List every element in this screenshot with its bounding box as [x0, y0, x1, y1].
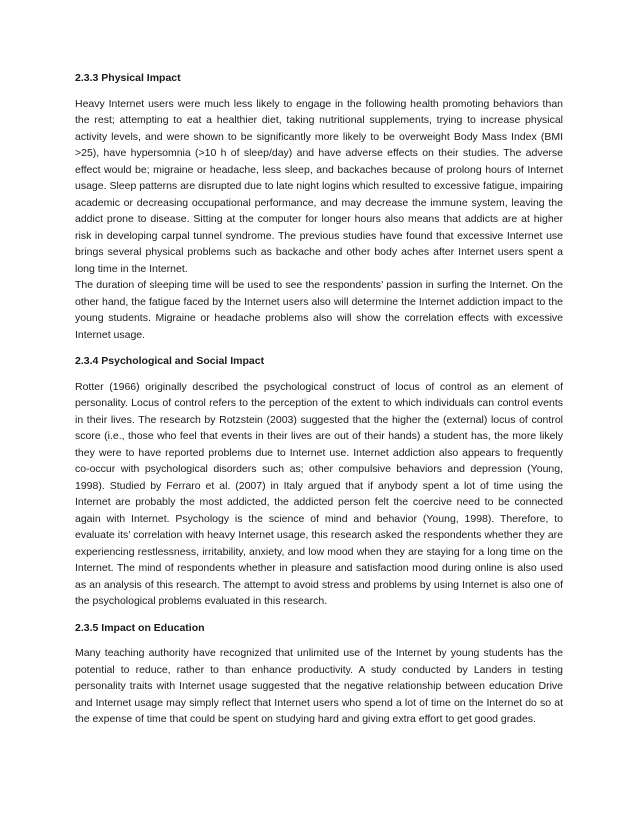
- section-physical-impact: [75, 70, 563, 343]
- section-psychological-social-impact: [75, 353, 563, 610]
- paragraph: Rotter (1966) originally described the psychological construct of locus of control as an element of personality. Locus of control refers to the perception of the extent to which individuals can control events in their lives. The research by Rotzstein (2003) suggested that the higher the (external) locus of control score (i.e., those who feel that events in their lives are out of their hands) a student has, the more likely they were to have reported problems due to Internet use. Internet addiction also appears to frequently co-occur with psychological disorders such as; other compulsive behaviors and depression (Young, 1998). Studied by Ferraro et al. (2007) in Italy argued that if anybody spent a lot of time using the Internet are probably the most addicted, the addicted person felt the coercive need to be connected again with Internet. Psychology is the science of mind and behavior (Young, 1998). Therefore, to evaluate its’ correlation with heavy Internet usage, this research asked the respondents whether they are experiencing restlessness, irritability, anxiety, and low mood when they are staying for a long time on the Internet. The mind of respondents whether in pleasure and satisfaction mood during online is also used as an analysis of this research. The attempt to avoid stress and problems by using Internet is also one of the psychological problems evaluated in this research.: [75, 380, 563, 607]
- paragraph: Heavy Internet users were much less likely to engage in the following health promoting behaviors than the rest; attempting to eat a healthier diet, taking nutritional supplements, trying to increase physical activity levels, and were shown to be significantly more likely to be overweight Body Mass Index (BMI >25), have hypersomnia (>10 h of sleep/day) and have adverse effects on their studies. The adverse effect would be; migraine or headache, less sleep, and backaches because of prolong hours of Internet usage. Sleep patterns are disrupted due to late night logins which resulted to excessive fatigue, impairing academic or decreasing occupational performance, and may decrease the immune system, leaving the addict prone to disease. Sitting at the computer for longer hours also means that addicts are at higher risk in developing carpal tunnel syndrome. The previous studies have found that excessive Internet use brings several physical problems such as backache and other body aches after Internet users spent a long time in the Internet.: [75, 97, 563, 275]
- section-heading: 2.3.3 Physical Impact: [75, 72, 181, 84]
- section-heading: 2.3.5 Impact on Education: [75, 621, 205, 634]
- paragraph: The duration of sleeping time will be used to see the respondents’ passion in surfing the Internet. On the other hand, the fatigue faced by the Internet users also will determine the Internet addiction impact to the young students. Migraine or headache problems also will show the correlation effects with excessive Internet usage.: [75, 279, 563, 341]
- section-impact-on-education: [75, 620, 563, 728]
- section-heading: 2.3.4 Psychological and Social Impact: [75, 355, 265, 367]
- document-page: [75, 70, 563, 738]
- paragraph: Many teaching authority have recognized that unlimited use of the Internet by young students has the potential to reduce, rather to than enhance productivity. A study conducted by Landers in testing personality traits with Internet usage suggested that the negative relationship between education Drive and Internet usage may simply reflect that Internet users who spend a lot of time on the Internet do so at the expense of time that could be spent on studying hard and giving extra effort to get good grades.: [75, 647, 563, 725]
